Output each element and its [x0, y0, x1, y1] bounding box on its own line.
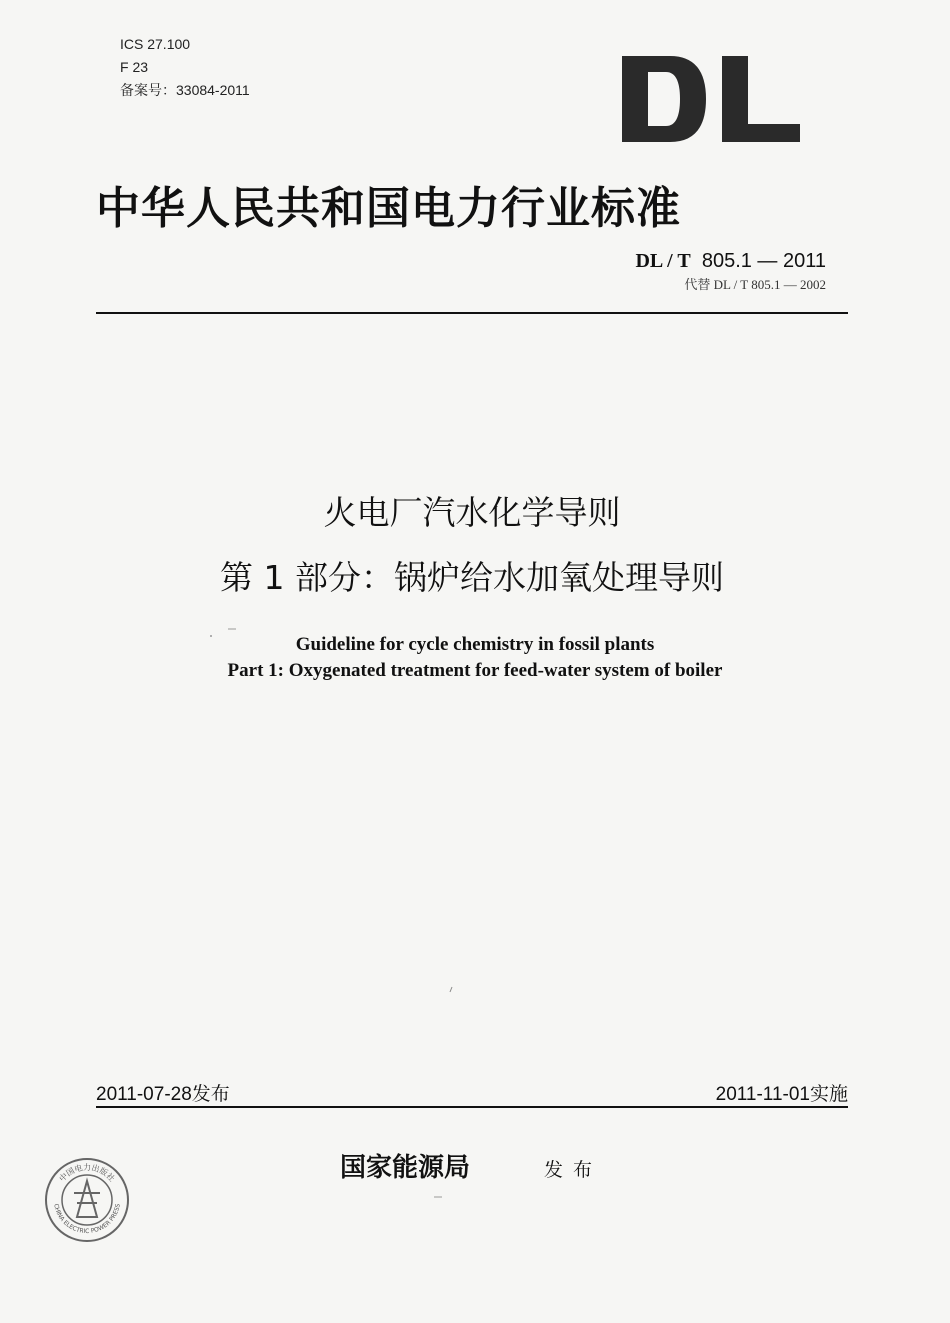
ics-code: ICS 27.100 [120, 36, 191, 52]
standard-category-title: 中华人民共和国电力行业标准 [96, 183, 681, 234]
document-subtitle-cn: 第 1 部分：锅炉给水加氧处理导则 [220, 558, 724, 597]
seal-text-cn: 中国电力出版社 [57, 1163, 117, 1184]
publish-label: 发布 [544, 1159, 603, 1181]
record-number: 备案号：33084-2011 [120, 82, 250, 98]
publisher-name: 国家能源局 [340, 1153, 471, 1183]
document-subtitle-en: Part 1: Oxygenated treatment for feed-water system of boiler [227, 660, 723, 681]
publisher-seal-icon [44, 1157, 130, 1243]
standard-number-value: 805.1 — 2011 [701, 250, 826, 272]
issue-date: 2011-07-28发布 [96, 1084, 230, 1105]
seal-text-en: CHINA ELECTRIC POWER PRESS [52, 1203, 122, 1236]
document-title-cn: 火电厂汽水化学导则 [323, 493, 621, 532]
standard-number-prefix: DL / T [635, 250, 691, 272]
top-divider [96, 312, 848, 314]
ccs-code: F 23 [120, 59, 149, 75]
implementation-date: 2011-11-01实施 [715, 1084, 848, 1105]
document-title-en: Guideline for cycle chemistry in fossil plants [295, 634, 655, 655]
dl-logo [622, 56, 800, 142]
standard-number [635, 250, 826, 273]
classification-codes [120, 33, 250, 102]
bottom-divider [96, 1106, 848, 1108]
replaces-standard: 代替 DL / T 805.1 — 2002 [684, 277, 826, 292]
